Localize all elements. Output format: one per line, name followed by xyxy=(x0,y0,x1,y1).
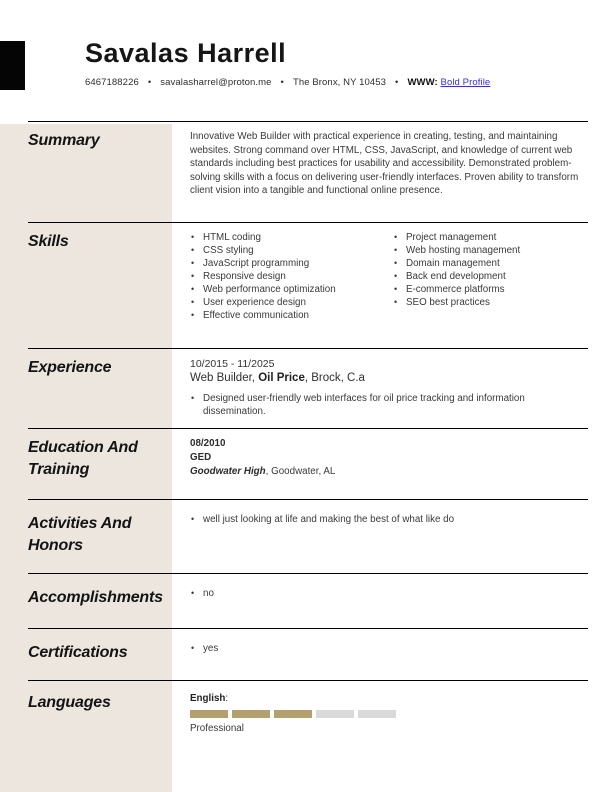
www-label: WWW: xyxy=(407,77,438,88)
bullet-icon: • xyxy=(394,271,398,281)
separator-dot: • xyxy=(395,77,399,88)
bullet-icon: • xyxy=(191,284,195,294)
education-degree: GED xyxy=(190,452,212,463)
education-date: 08/2010 xyxy=(190,438,226,449)
experience-dates: 10/2015 - 11/2025 xyxy=(190,358,275,370)
bullet-icon: • xyxy=(191,588,195,598)
experience-bullet: • Designed user-friendly web interfaces for oil price tracking and information dissemination. xyxy=(191,393,525,417)
job-role: Web Builder, xyxy=(190,372,259,384)
section-title-activities: Activities And Honors xyxy=(28,515,132,554)
resume-header xyxy=(0,0,612,121)
level-segment-empty xyxy=(358,710,396,718)
language-colon: : xyxy=(225,693,229,704)
section-activities xyxy=(28,499,588,573)
bullet-icon: • xyxy=(191,271,195,281)
level-segment-filled xyxy=(274,710,312,718)
section-title-certifications: Certifications xyxy=(28,644,128,661)
section-certifications xyxy=(28,628,588,680)
level-segment-empty xyxy=(316,710,354,718)
skill-item: • JavaScript programming xyxy=(191,258,310,269)
location-text: The Bronx, NY 10453 xyxy=(292,77,387,88)
sections-container xyxy=(28,121,588,792)
contact-line xyxy=(85,77,490,88)
bullet-icon: • xyxy=(394,232,398,242)
skill-item: • Web hosting management xyxy=(394,245,521,256)
activities-bullet: • well just looking at life and making the best of what like do xyxy=(191,514,455,525)
language-name: English xyxy=(190,693,226,704)
separator-dot: • xyxy=(280,77,284,88)
separator-dot: • xyxy=(147,77,152,88)
language-level-label: Professional xyxy=(190,723,244,734)
section-title-education: Education And Training xyxy=(28,439,138,478)
company-name: Oil Price xyxy=(258,372,305,384)
section-education xyxy=(28,428,588,499)
bullet-icon: • xyxy=(191,232,195,242)
bullet-icon: • xyxy=(191,310,195,320)
section-skills xyxy=(28,222,588,348)
skill-item: • Project management xyxy=(394,232,497,243)
bullet-icon: • xyxy=(191,245,195,255)
email-address: savalasharrel@proton.me xyxy=(160,77,272,88)
section-title-skills: Skills xyxy=(28,233,69,250)
skill-item: • Domain management xyxy=(394,258,500,269)
section-title-experience: Experience xyxy=(28,359,112,376)
bullet-icon: • xyxy=(394,284,398,294)
skill-item: • Web performance optimization xyxy=(191,284,336,295)
skill-item: • Back end development xyxy=(394,271,506,282)
skill-item: • SEO best practices xyxy=(394,297,490,308)
bullet-icon: • xyxy=(191,258,195,268)
bold-profile-link[interactable]: Bold Profile xyxy=(440,77,491,88)
bullet-icon: • xyxy=(191,514,195,524)
skills-column-2 xyxy=(393,231,588,322)
bullet-icon: • xyxy=(191,297,195,307)
summary-text: Innovative Web Builder with practical experience in creating, testing, and maintaining websites. Strong command over HTML, CSS, JavaScript, and knowledge of current web standards including best practices for usability and accessibility. Demonstrated problem-solving skills with a focus on delivering user-friendly interfaces. Proven ability to transform client vision into a tangible and functional online presence. xyxy=(190,131,579,196)
logo-block xyxy=(0,41,25,90)
candidate-name: Savalas Harrell xyxy=(85,38,287,68)
language-name-line xyxy=(190,692,588,705)
accomplishments-bullets xyxy=(190,587,588,600)
skill-item: • E-commerce platforms xyxy=(394,284,505,295)
bullet-icon: • xyxy=(394,245,398,255)
experience-title-line xyxy=(190,371,588,386)
section-title-summary: Summary xyxy=(28,132,100,149)
section-title-languages: Languages xyxy=(28,694,111,711)
phone-number: 6467188226 xyxy=(85,77,139,88)
certifications-bullets xyxy=(190,642,588,655)
school-location: , Goodwater, AL xyxy=(265,466,336,477)
section-accomplishments xyxy=(28,573,588,628)
bullet-icon: • xyxy=(394,297,398,307)
section-summary xyxy=(28,121,588,222)
education-school-line xyxy=(190,465,588,479)
level-segment-filled xyxy=(190,710,228,718)
bullet-icon: • xyxy=(394,258,398,268)
experience-bullets xyxy=(190,392,588,418)
skill-item: • User experience design xyxy=(191,297,306,308)
skills-columns xyxy=(190,231,588,322)
language-level-bar xyxy=(190,710,588,718)
level-segment-filled xyxy=(232,710,270,718)
section-title-accomplishments: Accomplishments xyxy=(28,589,163,606)
bullet-icon: • xyxy=(191,643,195,653)
bullet-icon: • xyxy=(191,393,195,403)
skills-column-1 xyxy=(190,231,393,322)
skill-item: • CSS styling xyxy=(191,245,254,256)
job-location: , Brock, C.a xyxy=(304,372,365,384)
activities-bullets xyxy=(190,513,588,526)
skill-item: • Effective communication xyxy=(191,310,310,321)
skill-item: • HTML coding xyxy=(191,232,261,243)
skill-item: • Responsive design xyxy=(191,271,286,282)
section-languages xyxy=(28,680,588,792)
section-experience xyxy=(28,348,588,428)
certifications-bullet: • yes xyxy=(191,643,219,654)
accomplishments-bullet: • no xyxy=(191,588,214,599)
school-name: Goodwater High xyxy=(190,466,266,477)
